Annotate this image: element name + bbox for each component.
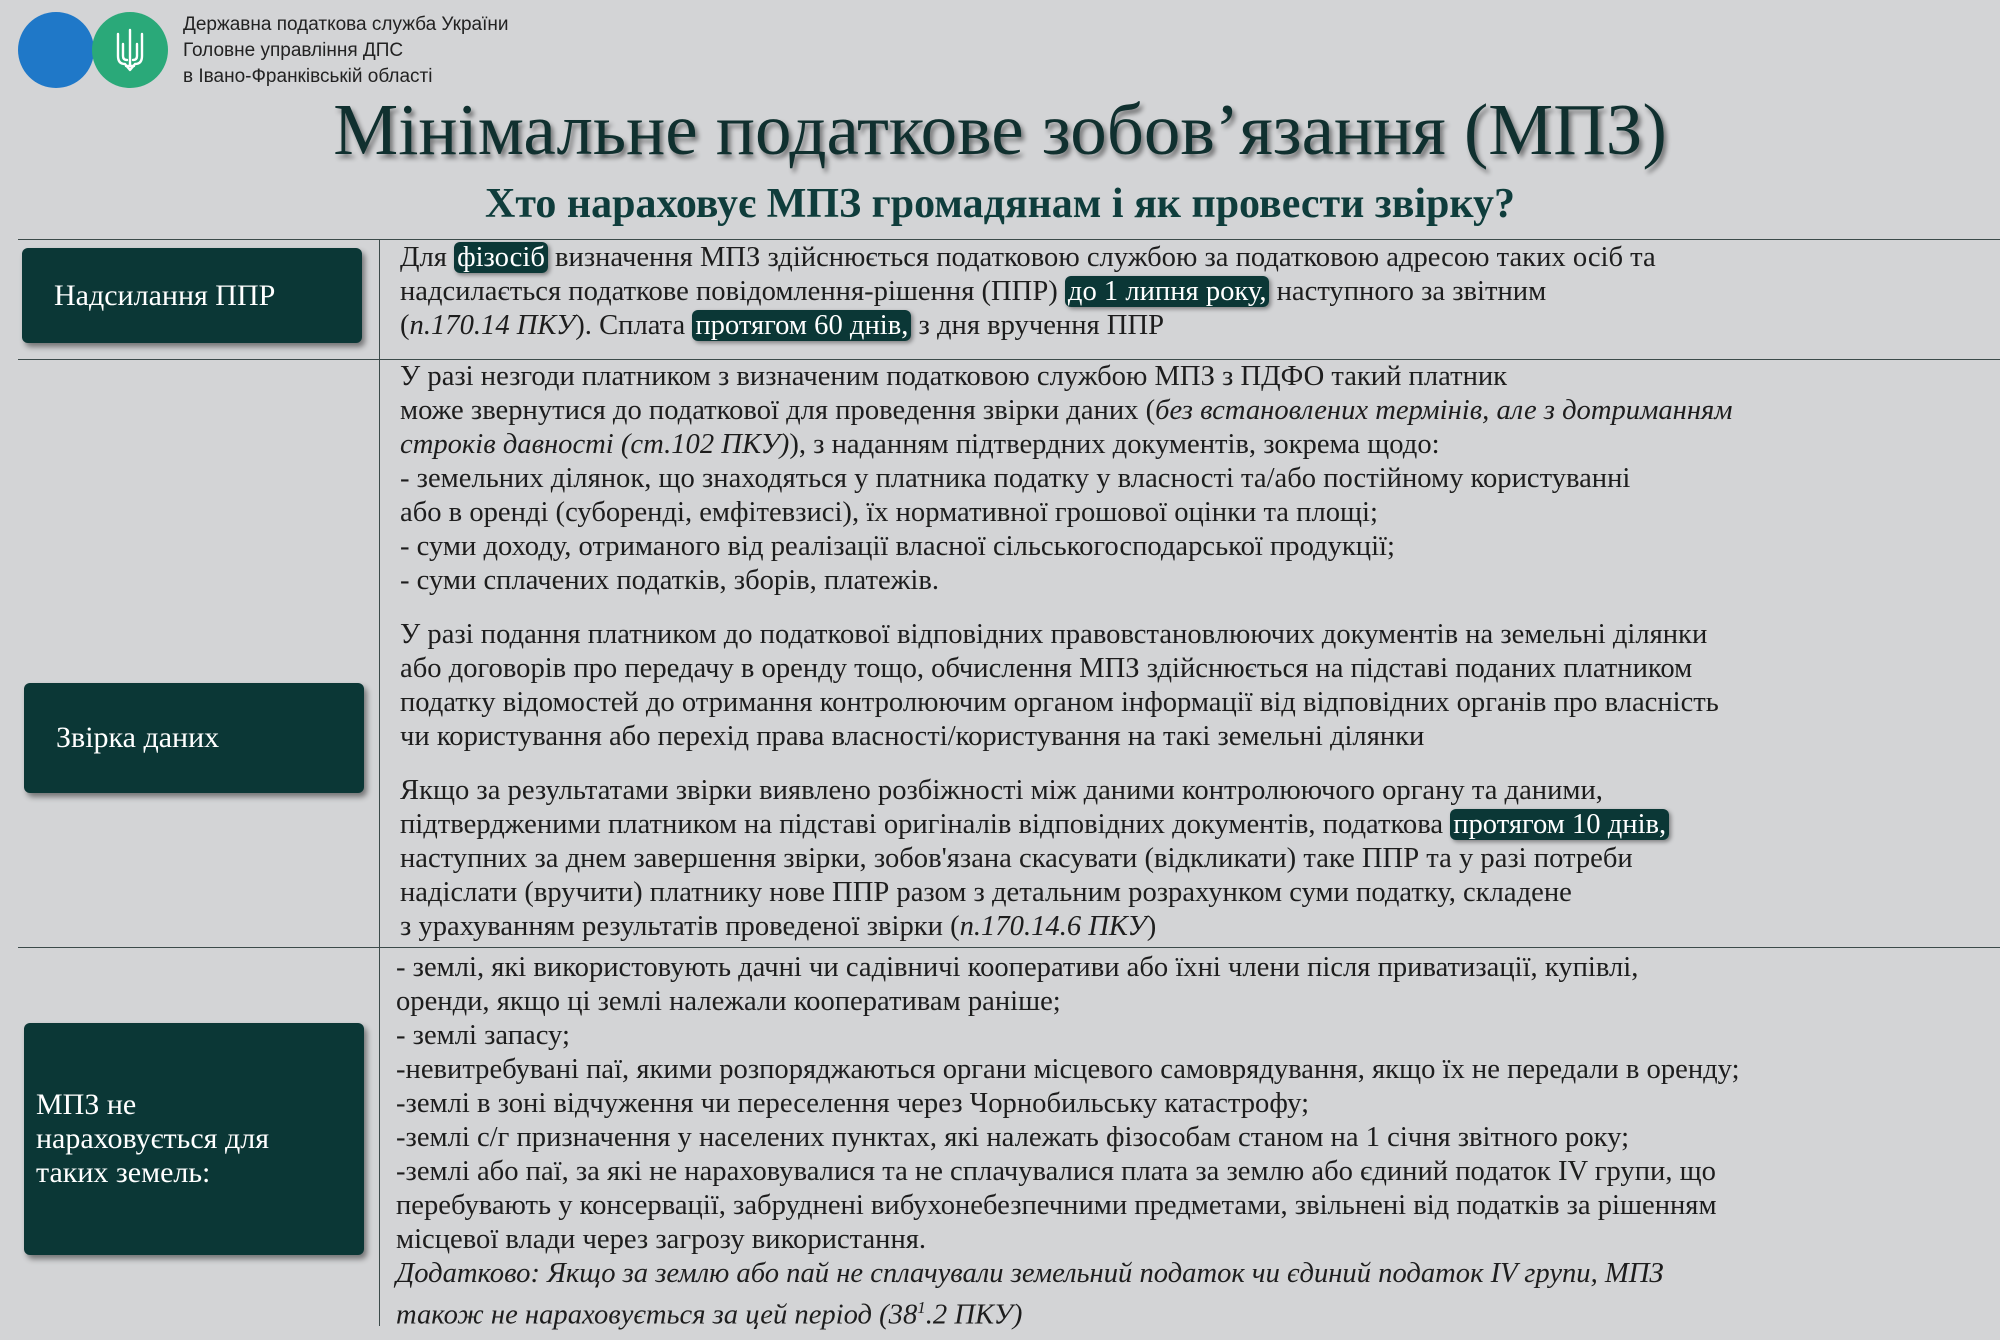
label-sending-ppr-text: Надсилання ППР (54, 278, 276, 312)
text-line: - землі запасу; (396, 1020, 570, 1051)
text-line: оренди, якщо ці землі належали кооперативам раніше; (396, 986, 1061, 1017)
highlight-60-days: протягом 60 днів, (692, 310, 911, 341)
highlight-deadline-july: до 1 липня року, (1065, 276, 1270, 307)
text-line: - земельних ділянок, що знаходяться у платника податку у власності та/або постійному користуванні (400, 463, 1631, 494)
highlight-10-days: протягом 10 днів, (1450, 809, 1669, 840)
page-subtitle: Хто нараховує МПЗ громадянам і як провести звірку? (484, 181, 1516, 227)
reconciliation-text (400, 360, 2000, 944)
text-line: місцевої влади через загрозу використання. (396, 1224, 927, 1255)
column-divider (379, 239, 380, 1326)
text-line: Якщо за результатами звірки виявлено розбіжності між даними контролюючого органу та даними, (400, 775, 1603, 806)
logo-blue-circle (18, 12, 94, 88)
logo-block (18, 12, 658, 92)
org-line-3: в Івано-Франківській області (183, 66, 433, 87)
text-line: -землі або паї, за які не нараховувалися та не сплачувалися плата за землю або єдиний податок IV групи, що (396, 1156, 1716, 1187)
label-data-reconciliation-text: Звірка даних (56, 721, 220, 754)
text-line: наступних за днем завершення звірки, зобов'язана скасувати (відкликати) таке ППР та у разі потреби (400, 843, 1633, 874)
text-line: У разі незгоди платником з визначеним податковою службою МПЗ з ПДФО такий платник (400, 361, 1508, 392)
label-sending-ppr (22, 248, 362, 343)
italic-note: без встановлених термінів, але з дотриманням (1155, 395, 1733, 426)
text-line: надіслати (вручити) платнику нове ППР разом з детальним розрахунком суми податку, складене (400, 877, 1572, 908)
text-line: перебувають у консервації, забруднені вибухонебезпечними предметами, звільнені від податків за рішенням (396, 1190, 1717, 1221)
label-line: нараховується для (36, 1122, 269, 1155)
text-span: ( (400, 310, 410, 341)
text-span: надсилається податкове повідомлення-рішення (ППР) (400, 276, 1065, 307)
text-span: визначення МПЗ здійснюється податковою службою за податковою адресою таких осіб та (547, 242, 1656, 273)
table-top-border (18, 239, 2000, 240)
text-span: ) (1146, 911, 1157, 942)
org-line-2: Головне управління ДПС (183, 40, 404, 61)
additional-note (396, 1291, 1996, 1331)
row-divider-2 (18, 947, 2000, 948)
org-line-1: Державна податкова служба України (183, 14, 509, 35)
text-line (400, 910, 2000, 944)
label-line: МПЗ не (36, 1088, 137, 1121)
text-line: -землі в зоні відчуження чи переселення через Чорнобильську катастрофу; (396, 1088, 1310, 1119)
text-line (400, 428, 2000, 462)
text-line (400, 808, 2000, 842)
law-reference: п.170.14 ПКУ (409, 310, 576, 341)
text-line: - землі, які використовують дачні чи садівничі кооперативи або їхні члени після приватизації, купівлі, (396, 952, 1639, 983)
text-span: ), з наданням підтвердних документів, зокрема щодо: (789, 429, 1440, 460)
trident-icon (113, 26, 147, 74)
text-line: -землі с/г призначення у населених пунктах, які належать фізособам станом на 1 січня звітного року; (396, 1122, 1630, 1153)
text-line: - суми сплачених податків, зборів, платежів. (400, 565, 940, 596)
text-line (400, 394, 2000, 428)
text-span: .2 ПКУ) (925, 1299, 1023, 1331)
text-line: -невитребувані паї, якими розпоряджаються органи місцевого самоврядування, якщо їх не передали в оренду; (396, 1054, 1740, 1085)
text-span: з урахуванням результатів проведеної звірки ( (400, 911, 960, 942)
law-reference: п.170.14.6 ПКУ (959, 911, 1147, 942)
text-line: - суми доходу, отриманого від реалізації власної сільськогосподарської продукції; (400, 531, 1395, 562)
label-line: таких земель: (36, 1156, 211, 1189)
text-line: або в оренді (суборенді, емфітевзисі), їх нормативної грошової оцінки та площі; (400, 497, 1378, 528)
text-span: наступного за звітним (1269, 276, 1547, 307)
italic-note: строків давності (ст.102 ПКУ) (400, 429, 790, 460)
text-span: може звернутися до податкової для проведення звірки даних ( (400, 395, 1156, 426)
additional-note: Додатково: Якщо за землю або пай не сплачували земельний податок чи єдиний податок IV групи, МПЗ (396, 1258, 1664, 1289)
highlight-fizosib: фізосіб (454, 242, 548, 273)
superscript: 1 (917, 1298, 926, 1317)
exempt-lands-text (396, 951, 1996, 1331)
label-data-reconciliation (24, 683, 364, 793)
text-line (400, 275, 2000, 309)
text-line (400, 241, 2000, 275)
text-span: також не нараховується за цей період (38 (396, 1299, 918, 1331)
organization-name (183, 12, 508, 90)
trident-emblem-icon (92, 12, 168, 88)
label-mpz-not-charged-text (36, 1088, 269, 1190)
text-span: підтвердженими платником на підставі оригіналів відповідних документів, податкова (400, 809, 1451, 840)
text-span: з дня вручення ППР (911, 310, 1165, 341)
page-title: Мінімальне податкове зобов’язання (МПЗ) (333, 89, 1667, 170)
text-line: У разі подання платником до податкової відповідних правовстановлюючих документів на земельні ділянки (400, 619, 1708, 650)
text-line: або договорів про передачу в оренду тощо, обчислення МПЗ здійснюється на підставі поданих платником (400, 653, 1693, 684)
text-line: податку відомостей до отримання контролюючим органом інформації від відповідних органів про власність (400, 687, 1719, 718)
text-line: чи користування або перехід права власності/користування на такі земельні ділянки (400, 721, 1425, 752)
text-span: ). Сплата (575, 310, 693, 341)
sending-ppr-text (400, 241, 2000, 343)
text-span: Для (400, 242, 455, 273)
label-mpz-not-charged (24, 1023, 364, 1255)
text-line (400, 309, 2000, 343)
